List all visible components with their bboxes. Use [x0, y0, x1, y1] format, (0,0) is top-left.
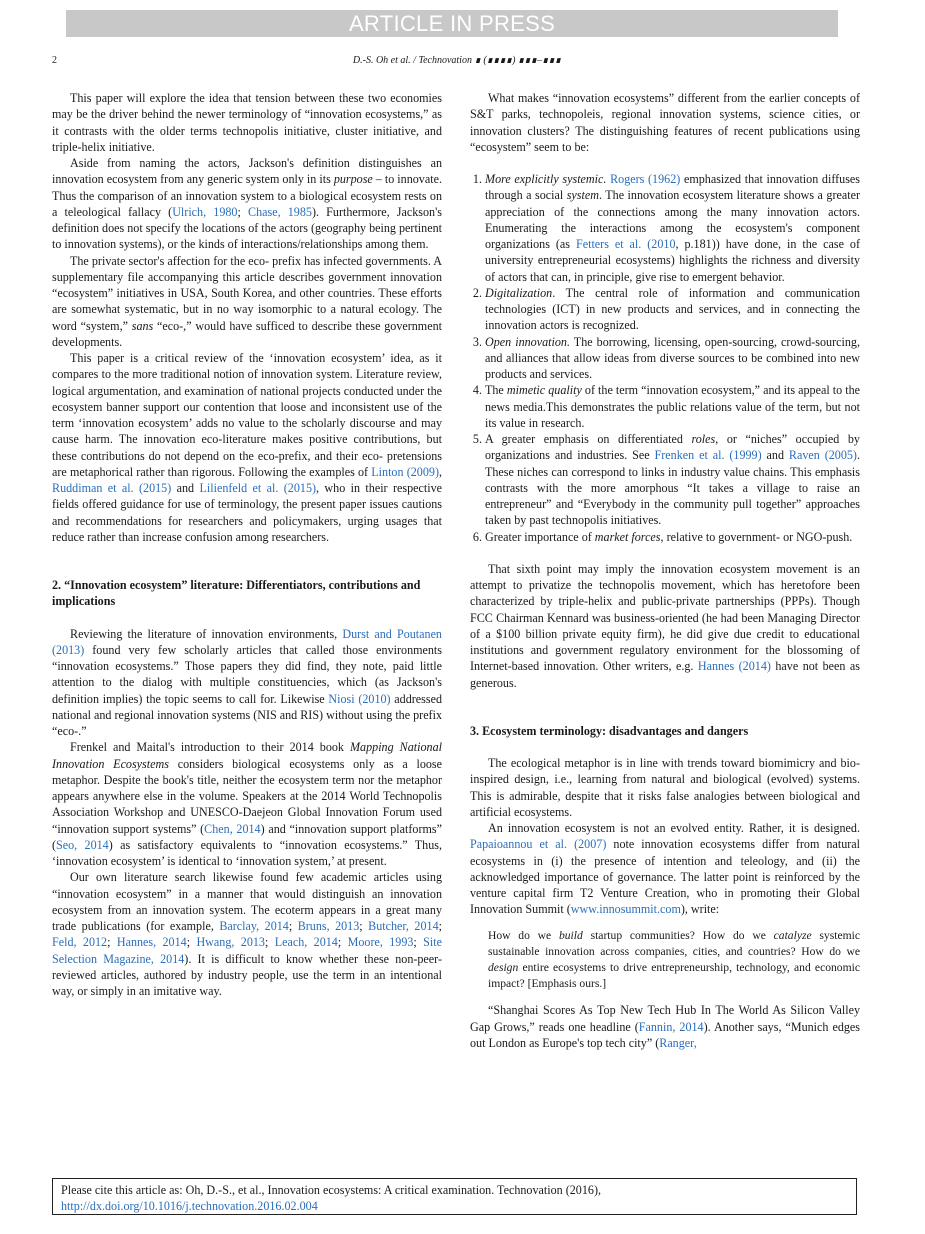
citation-link[interactable]: Fetters et al. (2010: [575, 237, 676, 251]
page-number: 2: [52, 55, 57, 66]
citation-link[interactable]: Chen, 2014: [204, 821, 261, 836]
citation-link[interactable]: Bruns, 2013: [297, 919, 360, 933]
list-item: 6. Greater importance of market forces, relative to government- or NGO-push.: [485, 529, 860, 545]
citation-link[interactable]: Fannin, 2014: [638, 1019, 704, 1034]
citation-link[interactable]: Lilienfeld et al. (2015): [199, 481, 317, 495]
paragraph: This paper is a critical review of the ‘innovation ecosystem’ idea, as it compares to the more traditional notion of innovation system. Literature review, logical argumentation, and examination of national projects conducted under the ecosystem banner support our contention that loose and inconsistent use of the term ‘innovation ecosystem’ adds no value to the scholarly discourse and may cause harm. The innovation eco-literature makes positive contributions, but these contributions do not depend on the eco-prefix, and their eco- pretensions are metaphorical rather than rigorous. Following the examples of Linton (2009), Ruddiman et al. (2015) and Lilienfeld et al. (2015), who in their respective fields offered guidance for use of terminology, the present paper issues cautions and recommendations for researchers and policymakers, urging usages that reduce rather than increase confusion among researchers.: [52, 351, 443, 544]
block-quote: How do we build startup communities? How do we catalyze systemic sustainable innovation across companies, cities, and countries? How do we design entire ecosystems to drive entrepreneurship, technology, and economic impact? [Emphasis ours.]: [488, 928, 860, 991]
citation-link[interactable]: Raven (2005): [788, 448, 857, 463]
citation-link[interactable]: Moore, 1993: [347, 935, 414, 950]
section-2-heading: 2. “Innovation ecosystem” literature: Differentiators, contributions and implications: [52, 578, 421, 609]
citation-link[interactable]: Frenken et al. (1999): [654, 448, 762, 463]
citation-link[interactable]: Rogers (1962): [610, 172, 681, 186]
citation-link[interactable]: Ruddiman et al. (2015): [52, 481, 172, 495]
running-header: [52, 55, 862, 71]
citation-link[interactable]: Butcher, 2014: [368, 919, 439, 933]
paragraph: “Shanghai Scores As Top New Tech Hub In The World As Silicon Valley Gap Grows,” reads one headline (Fannin, 2014). Another says, “Munich edges out London as Europe's top tech city” (Ranger,: [470, 1003, 860, 1050]
list-item: 4. The mimetic quality of the term “innovation ecosystem,” and its appeal to the news media.This demonstrates the public relations value of the term, but not its value in research.: [485, 382, 860, 431]
paragraph: Aside from naming the actors, Jackson's definition distinguishes an innovation ecosystem from any generic system only in its purpose – to innovate. Thus the comparison of an innovation system to a biological ecosystem rests on a teleological fallacy (Ulrich, 1980; Chase, 1985). Furthermore, Jackson's definition does not specify the locations of the actors (geography being pertinent to innovation systems), or the kinds of interactions/relationships among them.: [52, 156, 442, 252]
citation-link[interactable]: Linton (2009): [371, 464, 439, 479]
article-in-press-banner: ARTICLE IN PRESS: [66, 10, 838, 37]
list-item: 3. Open innovation. The borrowing, licensing, open-sourcing, crowd-sourcing, and alliances that allow ideas from diverse sources to be combined into new products and services.: [485, 334, 860, 383]
citation-link[interactable]: Leach, 2014: [274, 935, 338, 950]
citation-link[interactable]: Barclay, 2014: [219, 919, 289, 933]
journal-citation-line: D.-S. Oh et al. / Technovation ∎ (∎∎∎∎) ∎∎∎–∎∎∎: [352, 55, 562, 66]
paragraph: Reviewing the literature of innovation environments, Durst and Poutanen (2013) found very few scholarly articles that called those environments “innovation ecosystems.” Those papers they did find, they note, paid little attention to the dialog with multiple constituencies, which (as Jackson's definition implies) the topic seems to call for. Likewise Niosi (2010) addressed national and regional innovation systems (NIS and RIS) without using the prefix “eco-.”: [52, 626, 442, 738]
left-column: [52, 90, 442, 999]
citation-footer-box: [52, 1178, 857, 1215]
paragraph: The ecological metaphor is in line with trends toward biomimicry and bio-inspired design, i.e., learning from natural and biological (evolved) systems. This is admirable, despite that it risks false analogies between biological and artificial ecosystems.: [470, 756, 860, 819]
citation-link[interactable]: Hwang, 2013: [196, 935, 265, 950]
citation-link[interactable]: Site Selection Magazine, 2014: [52, 935, 442, 966]
doi-link[interactable]: http://dx.doi.org/10.1016/j.technovation.2016.02.004: [61, 1199, 318, 1213]
citation-link[interactable]: Ulrich, 1980: [172, 204, 238, 219]
paragraph: Our own literature search likewise found few academic articles using “innovation ecosystem” in a manner that would distinguish an innovation ecosystem from an innovation system. The ecoterm appears in a great many trade publications (for example, Barclay, 2014; Bruns, 2013; Butcher, 2014; Feld, 2012; Hannes, 2014; Hwang, 2013; Leach, 2014; Moore, 1993; Site Selection Magazine, 2014). It is difficult to know whether these non-peer-reviewed articles, authored by industry people, use the term in an intentional way, or simply in an imitative way.: [52, 870, 442, 998]
footer-citation-text: Please cite this article as: Oh, D.-S., et al., Innovation ecosystems: A critical examination. Technovation (2016),: [61, 1183, 601, 1197]
paragraph: That sixth point may imply the innovation ecosystem movement is an attempt to privatize the technopolis movement, which has heretofore been characterized by triple-helix and public-private partnerships (PPPs). Though FCC Chairman Kennard was business-oriented (he had been Managing Director of a $100 billion private equity firm), he did give due credit to educational institutions and government regulatory environment for the blossoming of Internet-based innovation. Other writers, e.g. Hannes (2014) have not been as generous.: [470, 561, 860, 690]
web-link[interactable]: www.innosummit.com: [570, 902, 681, 917]
list-item: 5. A greater emphasis on differentiated roles, or “niches” occupied by organizations and industries. See Frenken et al. (1999) and Raven (2005). These niches can correspond to links in industry value chains. This emphasis contrasts with the more amorphous “It takes a village to raise an entrepreneur” and “Everybody in the community pull together” approaches taken by past technopolis initiatives.: [485, 431, 860, 529]
paragraph: The private sector's affection for the eco- prefix has infected governments. A supplementary file accompanying this article describes government innovation “ecosystem” initiatives in USA, South Korea, and other countries. These efforts are somewhat systematic, but in no way isomorphic to a natural ecology. The word “system,” sans “eco-,” would have sufficed to describe these government developments.: [52, 253, 442, 349]
citation-link[interactable]: Hannes (2014): [697, 659, 771, 674]
citation-link[interactable]: Feld, 2012: [52, 935, 108, 950]
citation-link[interactable]: Ranger,: [659, 1035, 697, 1050]
right-column: [470, 90, 860, 1051]
citation-link[interactable]: Papaioannou et al. (2007): [470, 837, 607, 852]
paragraph: Frenkel and Maital's introduction to their 2014 book Mapping National Innovation Ecosystems considers biological ecosystems only as a loose metaphor. Despite the book's title, neither the ecosystem term nor the metaphor appears anywhere else in the volume. Speakers at the 2014 World Technopolis Association Workshop and UNESCO-Daejeon Global Innovation Forum used “innovation support systems” (Chen, 2014) and “innovation support platforms” (Seo, 2014) as satisfactory equivalents to “innovation ecosystems.” Thus, ‘innovation ecosystem’ is identical to ‘innovation system,’ at present.: [52, 740, 443, 868]
citation-link[interactable]: Niosi (2010): [328, 691, 391, 706]
features-list: [470, 171, 860, 545]
citation-link[interactable]: Chase, 1985: [248, 204, 312, 219]
list-item: 1. More explicitly systemic. Rogers (1962) emphasized that innovation diffuses through a social system. The innovation ecosystem literature shows a greater appreciation of the connections among the many innovation actors. Enumerating the interactions among the ecosystem's component organizations (as Fetters et al. (2010, p.181)) have done, in the case of university entrepreneurial ecosystems) highlights the richness and diversity of actors that can, in principle, give rise to emergent behavior.: [485, 171, 860, 285]
citation-link[interactable]: Seo, 2014: [56, 837, 109, 852]
list-item: 2. Digitalization. The central role of information and communication technologies (ICT) in new products and services, and in connecting the innovation actors is recognized.: [485, 285, 860, 334]
paragraph: This paper will explore the idea that tension between these two economies may be the driver behind the newer terminology of “innovation ecosystems,” as it contrasts with the older terms technopolis initiative, cluster initiative, and triple-helix initiative.: [52, 91, 442, 154]
citation-link[interactable]: Hannes, 2014: [116, 935, 187, 950]
paragraph: An innovation ecosystem is not an evolved entity. Rather, it is designed. Papaioannou et al. (2007) note innovation ecosystems differ from natural ecosystems in (i) the presence of intention and teleology, and (ii) the acknowledged importance of governance. The latter point is reinforced by the venture capital firm T2 Venture Creation, who in promoting their Global Innovation Summit (www.innosummit.com), write:: [470, 821, 860, 917]
citation-link[interactable]: Durst and Poutanen (2013): [52, 626, 442, 657]
paragraph: What makes “innovation ecosystems” different from the earlier concepts of S&T parks, technopoleis, regional innovation systems, science cities, or innovation clusters? The distinguishing features of recent publications using “ecosystem” seem to be:: [470, 91, 860, 154]
section-3-heading: 3. Ecosystem terminology: disadvantages and dangers: [470, 723, 749, 738]
